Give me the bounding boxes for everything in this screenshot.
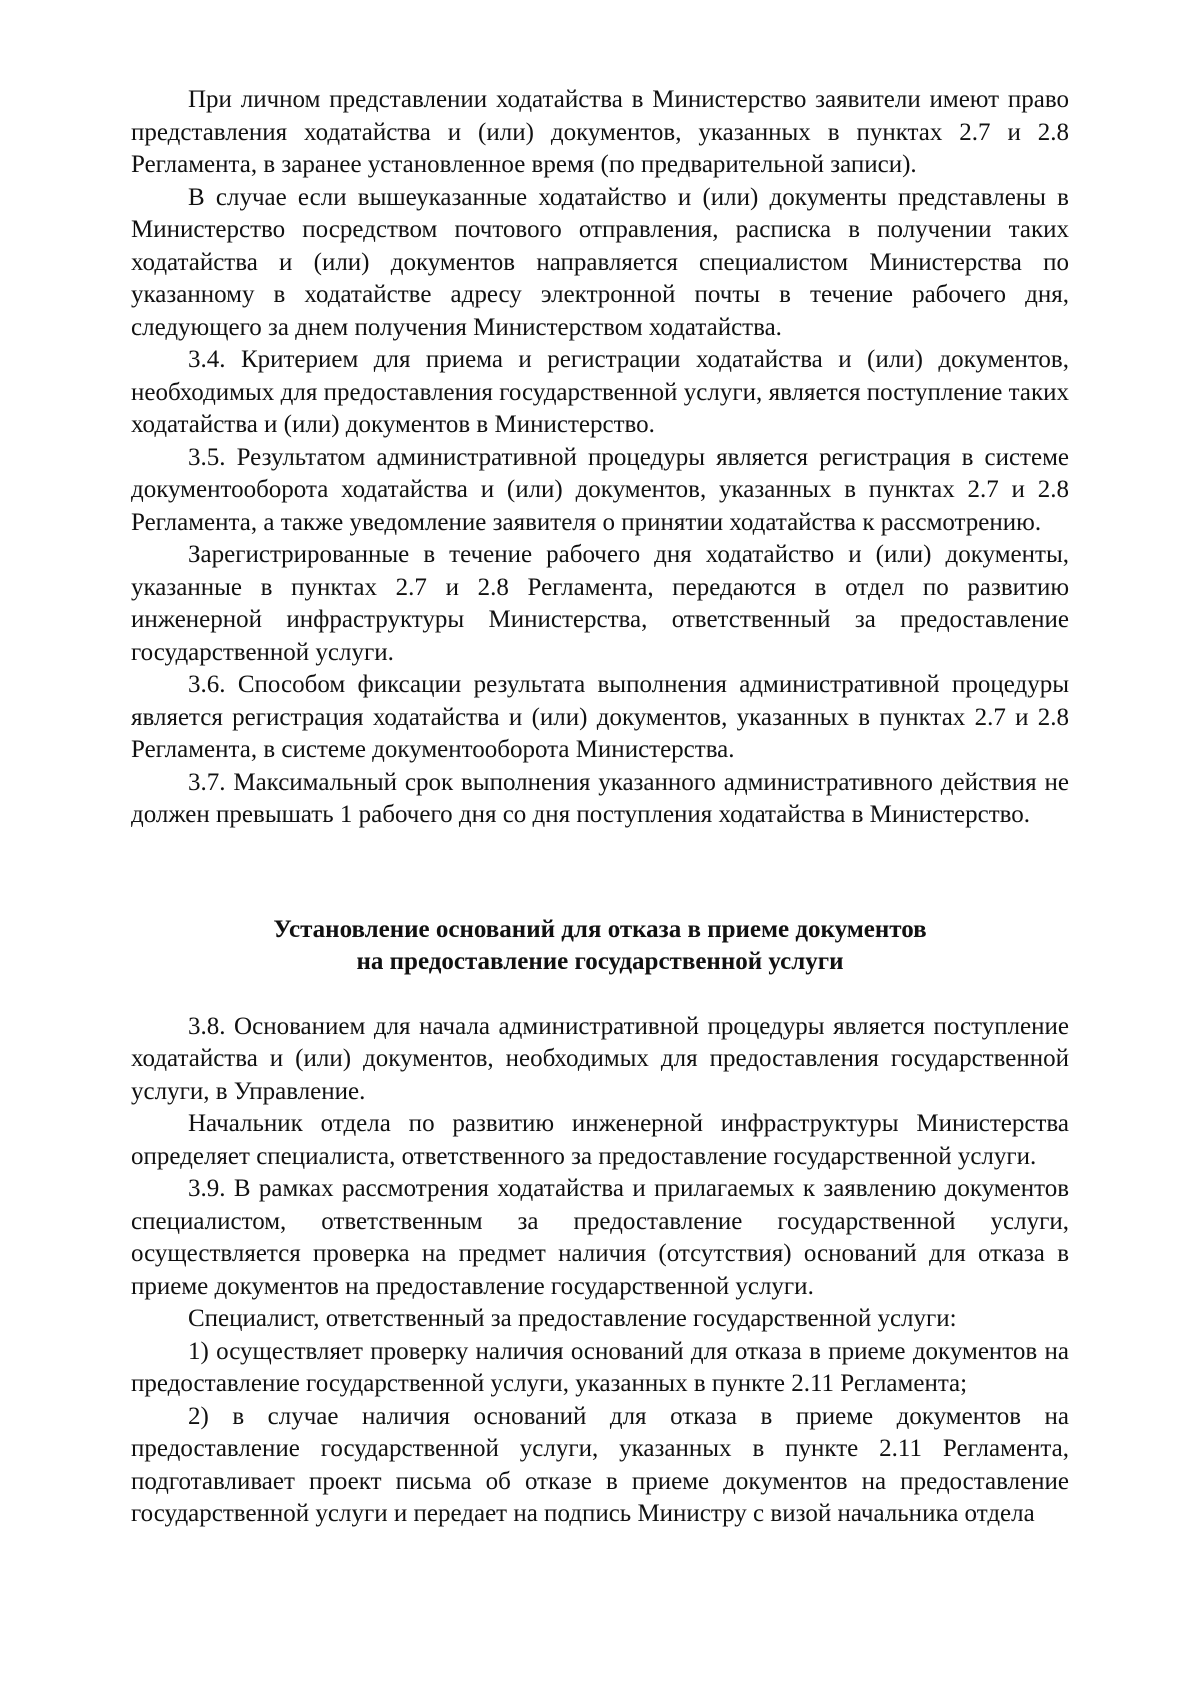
document-page <box>131 84 1069 1531</box>
section-heading <box>131 914 1069 979</box>
section-heading-line-1: Установление оснований для отказа в приеме документов <box>273 915 927 943</box>
list-item-2: 2) в случае наличия оснований для отказа в приеме документов на предоставление государственной услуги, указанных в пункте 2.11 Регламента, подготавливает проект письма об отказе в приеме документов на предоставление государственной услуги и передает на подпись Министру с визой начальника отдела <box>131 1402 1069 1527</box>
paragraph-personal-submission: При личном представлении ходатайства в Министерство заявители имеют право представления ходатайства и (или) документов, указанных в пунктах 2.7 и 2.8 Регламента, в заранее установленное время (по предварительной записи). <box>131 86 1069 178</box>
paragraph-registered-documents: Зарегистрированные в течение рабочего дня ходатайство и (или) документы, указанные в пунктах 2.7 и 2.8 Регламента, передаются в отдел по развитию инженерной инфраструктуры Министерства, ответственный за предоставление государственной услуги. <box>131 541 1069 666</box>
section-heading-line-2: на предоставление государственной услуги <box>356 948 844 975</box>
paragraph-3-4: 3.4. Критерием для приема и регистрации ходатайства и (или) документов, необходимых для предоставления государственной услуги, является поступление таких ходатайства и (или) документов в Министерство. <box>131 346 1069 438</box>
paragraph-postal-submission: В случае если вышеуказанные ходатайство и (или) документы представлены в Министерство посредством почтового отправления, расписка в получении таких ходатайства и (или) документов направляется специалистом Министерства по указанному в ходатайстве адресу электронной почты в течение рабочего дня, следующего за днем получения Министерством ходатайства. <box>131 183 1069 341</box>
spacer <box>131 979 1069 1011</box>
list-item-1: 1) осуществляет проверку наличия оснований для отказа в приеме документов на предоставление государственной услуги, указанных в пункте 2.11 Регламента; <box>131 1337 1069 1397</box>
paragraph-specialist: Специалист, ответственный за предоставление государственной услуги: <box>188 1305 957 1332</box>
paragraph-3-8: 3.8. Основанием для начала административной процедуры является поступление ходатайства и (или) документов, необходимых для предоставления государственной услуги, в Управление. <box>131 1012 1069 1105</box>
paragraph-3-5: 3.5. Результатом административной процедуры является регистрация в системе документооборота ходатайства и (или) документов, указанных в пунктах 2.7 и 2.8 Регламента, а также уведомление заявителя о принятии ходатайства к рассмотрению. <box>131 443 1069 536</box>
paragraph-3-9: 3.9. В рамках рассмотрения ходатайства и прилагаемых к заявлению документов специалистом, ответственным за предоставление государственной услуги, осуществляется проверка на предмет наличия (отсутствия) оснований для отказа в приеме документов на предоставление государственной услуги. <box>131 1175 1069 1300</box>
spacer <box>131 832 1069 914</box>
paragraph-department-head: Начальник отдела по развитию инженерной инфраструктуры Министерства определяет специалиста, ответственного за предоставление государственной услуги. <box>131 1110 1069 1170</box>
paragraph-3-7: 3.7. Максимальный срок выполнения указанного административного действия не должен превышать 1 рабочего дня со дня поступления ходатайства в Министерство. <box>131 768 1069 828</box>
paragraph-3-6: 3.6. Способом фиксации результата выполнения административной процедуры является регистрация ходатайства и (или) документов, указанных в пунктах 2.7 и 2.8 Регламента, в системе документооборота Министерства. <box>131 671 1069 763</box>
